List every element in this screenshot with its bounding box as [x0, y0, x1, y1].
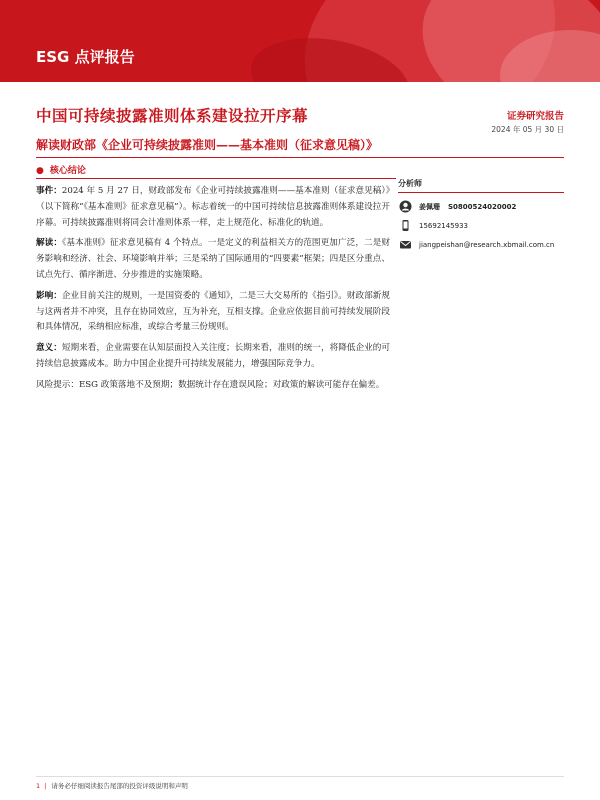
summary-body: [36, 184, 390, 399]
paragraph-impact: [36, 289, 390, 336]
paragraph-text: 短期来看，企业需要在认知层面投入关注度；长期来看，准则的统一，将降低企业的可持续信息披露成本。助力中国企业提升可持续发展能力，增强国际竞争力。: [36, 343, 390, 369]
section-divider: [36, 157, 564, 158]
footer-divider: [36, 776, 564, 777]
footer-separator: |: [44, 781, 47, 790]
paragraph-text: 2024 年 5 月 27 日，财政部发布《企业可持续披露准则——基本准则（征求意见稿）》（以下简称“《基本准则》征求意见稿”）。标志着统一的中国可持续信息披露准则体系建设拉开序幕。可持续披露准则将同会计准则体系一样，走上规范化、标准化的轨道。: [36, 186, 390, 228]
paragraph-text: 企业目前关注的规则，一是国资委的《通知》，二是三大交易所的《指引》。财政部新规与这两者并不冲突，且存在协同效应，互为补充，互相支撑。企业应依据目前可持续发展阶段和具体情况，采纳相应标准，或综合考量三份规则。: [36, 290, 390, 333]
analyst-panel: [398, 178, 564, 254]
page-footer: [36, 781, 188, 790]
paragraph-lead: 意义：: [36, 343, 62, 354]
paragraph-risk: [36, 378, 390, 394]
analyst-name-row: [398, 197, 564, 216]
paragraph-significance: [36, 341, 390, 373]
analyst-cert: S0800524020002: [448, 202, 517, 211]
analyst-phone[interactable]: 15692145933: [419, 221, 468, 230]
analyst-email-row: [398, 235, 564, 254]
person-icon: [398, 200, 412, 214]
footer-disclaimer: 请务必仔细阅读报告尾部的投资评级说明和声明: [51, 782, 188, 790]
report-type: 证券研究报告: [506, 111, 564, 122]
phone-icon: [398, 219, 412, 233]
section-underline: [36, 178, 396, 179]
page-subtitle: 解读财政部《企业可持续披露准则——基本准则（征求意见稿）》: [36, 138, 379, 152]
analyst-name: 姜佩珊: [419, 201, 440, 211]
section-heading: [36, 163, 86, 176]
page-title: 中国可持续披露准则体系建设拉开序幕: [36, 106, 309, 125]
page-number: 1: [36, 781, 41, 790]
report-category: ESG 点评报告: [36, 48, 135, 66]
paragraph-text: 《基本准则》征求意见稿有 4 个特点。一是定义的利益相关方的范围更加广泛，二是财务影响和经济、社会、环境影响并举；三是采纳了国际通用的“四要素”框架；四是区分重点、试点先行、循序渐进、分步推进的实施策略。: [36, 238, 390, 280]
paragraph-event: [36, 184, 390, 231]
paragraph-lead: 事件：: [36, 186, 62, 196]
section-label: 核心结论: [49, 166, 86, 176]
paragraph-interpretation: [36, 236, 390, 283]
report-date: 2024 年 05 月 30 日: [491, 125, 564, 134]
analyst-email[interactable]: jiangpeishan@research.xbmail.com.cn: [419, 240, 555, 249]
paragraph-lead: 解读：: [36, 238, 63, 249]
analyst-heading: 分析师: [398, 178, 564, 193]
paragraph-text: 风险提示：ESG 政策落地不及预期；数据统计存在遗误风险；对政策的解读可能存在偏差。: [36, 379, 385, 390]
analyst-phone-row: [398, 216, 564, 235]
paragraph-lead: 影响：: [36, 290, 62, 301]
header-banner: [0, 0, 600, 82]
bullet-icon: ●: [36, 166, 44, 176]
email-icon: [398, 238, 412, 252]
